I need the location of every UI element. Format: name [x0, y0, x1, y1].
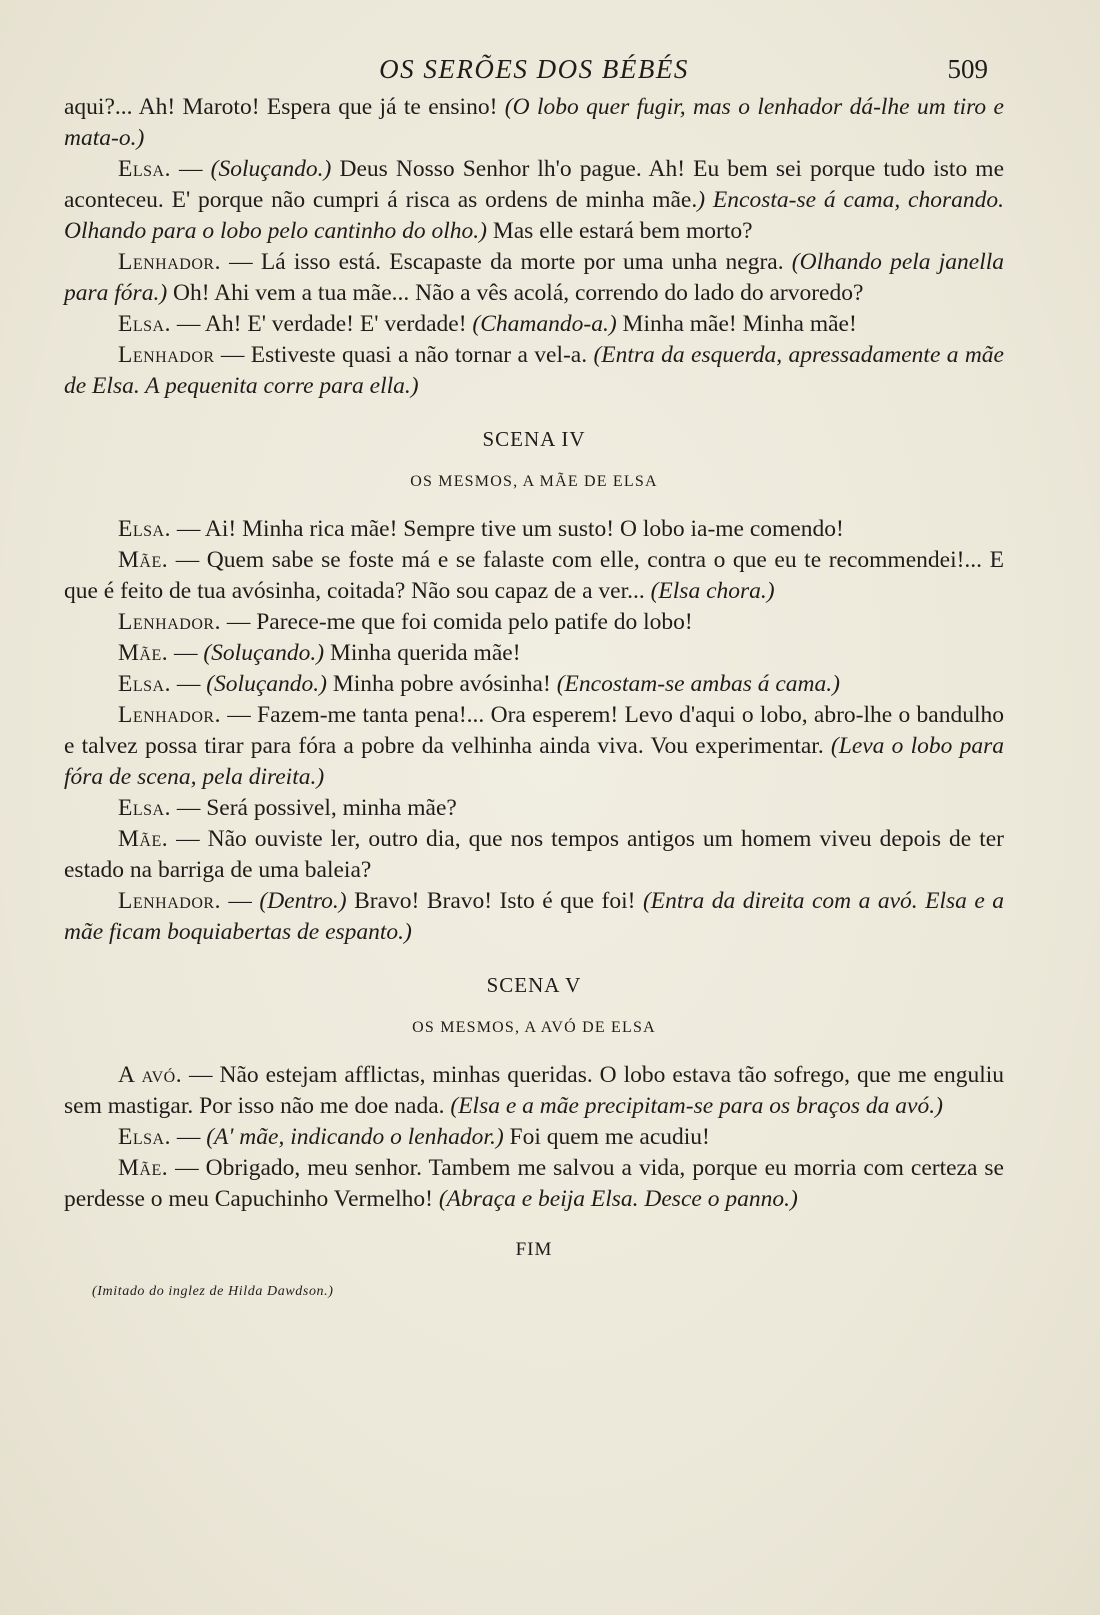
dialogue-text: — Lá isso está. Escapaste da morte por uma unha negra.: [220, 249, 792, 275]
attribution-credit: (Imitado do inglez de Hilda Dawdson.): [92, 1284, 334, 1299]
speaker-name: Lenhador.: [118, 249, 221, 275]
scene-title: SCENA IV: [482, 427, 586, 451]
speaker-name: Mãe.: [118, 826, 169, 852]
speaker-name: Mãe.: [118, 547, 169, 573]
dialogue-text: aqui?... Ah! Maroto! Espera que já te ensino!: [64, 94, 505, 120]
stage-direction: (Dentro.): [259, 888, 347, 914]
dialogue-text: Deus Nosso Senhor lh'o pague. Ah! Eu bem sei porque tudo isto me aconteceu. E' porque não cumpri á risca as ordens de minha mãe.: [64, 156, 1005, 213]
speaker-name: Mãe.: [118, 1155, 169, 1181]
stage-direction: (A' mãe, indicando o lenhador.): [206, 1124, 504, 1150]
dialogue-text: — Parece-me que foi comida pelo patife do lobo!: [220, 609, 693, 635]
stage-direction: (Olhando pela janella para fóra.): [64, 249, 1004, 306]
stage-direction: (Encostam-se ambas á cama.): [556, 671, 840, 697]
paragraph: [64, 1122, 1004, 1153]
paragraph: [64, 1060, 1004, 1122]
speaker-name: Lenhador.: [118, 888, 221, 914]
stage-direction: (Soluçando.): [203, 640, 325, 666]
dialogue-text: Minha mãe! Minha mãe!: [616, 311, 857, 337]
paragraph: [64, 824, 1004, 886]
dialogue-text: Bravo! Bravo! Isto é que foi!: [346, 888, 643, 914]
stage-direction: (Entra da esquerda, apressadamente a mãe de Elsa. A pequenita corre para ella.): [64, 342, 1004, 399]
stage-direction: (O lobo quer fugir, mas o lenhador dá-lhe um tiro e mata-o.): [64, 94, 1004, 151]
dialogue-text: Mas elle estará bem morto?: [486, 218, 753, 244]
running-header: [64, 46, 1004, 92]
paragraph: [64, 340, 1004, 402]
stage-direction: (Leva o lobo para fóra de scena, pela direita.): [64, 733, 1004, 790]
dialogue-text: — Obrigado, meu senhor. Tambem me salvou a vida, porque eu morria com certeza se perdesse o meu Capuchinho Vermelho!: [64, 1155, 1004, 1212]
scene-title: SCENA V: [486, 973, 582, 997]
dialogue-text: —: [170, 1124, 207, 1150]
dialogue-text: Oh! Ahi vem a tua mãe... Não a vês acolá, correndo do lado do arvoredo?: [167, 280, 864, 306]
stage-direction: (Elsa chora.): [650, 578, 775, 604]
paragraph: [64, 92, 1004, 154]
dialogue-text: — Ai! Minha rica mãe! Sempre tive um susto! O lobo ia-me comendo!: [170, 516, 844, 542]
dialogue-text: — Estiveste quasi a não tornar a vel-a.: [214, 342, 594, 368]
paragraph: [64, 638, 1004, 669]
speaker-name: Elsa.: [118, 311, 171, 337]
stage-direction: (Entra da direita com a avó. Elsa e a mãe ficam boquiabertas de espanto.): [64, 888, 1005, 945]
dialogue-text: — Fazem-me tanta pena!... Ora esperem! Levo d'aqui o lobo, abro-lhe o bandulho e talvez possa tirar para fóra a pobre da velhinha ainda viva. Vou experimentar.: [64, 702, 1004, 759]
dialogue-text: — Será possivel, minha mãe?: [170, 795, 457, 821]
scene-cast: OS MESMOS, A AVÓ DE ELSA: [412, 1019, 656, 1036]
header-title: OS SERÕES DOS BÉBÉS: [379, 54, 689, 84]
paragraph: [64, 514, 1004, 545]
stage-direction: (Chamando-a.): [472, 311, 617, 337]
dialogue-text: —: [220, 888, 260, 914]
dialogue-text: —: [170, 671, 207, 697]
stage-direction: (Abraça e beija Elsa. Desce o panno.): [438, 1186, 798, 1212]
page-number: 509: [947, 54, 988, 84]
dialogue-text: — Ah! E' verdade! E' verdade!: [170, 311, 473, 337]
dialogue-text: —: [168, 640, 204, 666]
speaker-name: Elsa.: [118, 516, 171, 542]
dialogue-text: — Não ouviste ler, outro dia, que nos tempos antigos um homem viveu depois de ter estado na barriga de uma baleia?: [64, 826, 1004, 883]
speaker-name: Elsa.: [118, 671, 171, 697]
end-marker: FIM: [515, 1239, 553, 1260]
paragraph: [64, 669, 1004, 700]
paragraph: [64, 309, 1004, 340]
paragraph: [64, 545, 1004, 607]
speaker-name: Lenhador: [118, 342, 215, 368]
dialogue-text: — Não estejam afflictas, minhas queridas. O lobo estava tão sofrego, que me enguliu sem mastigar. Por isso não me doe nada.: [64, 1062, 1004, 1119]
paragraph: [64, 247, 1004, 309]
stage-direction: (Soluçando.): [206, 671, 327, 697]
dialogue-text: —: [170, 156, 211, 182]
stage-direction: (Elsa e a mãe precipitam-se para os braços da avó.): [450, 1093, 943, 1119]
dialogue-text: Minha pobre avósinha!: [326, 671, 557, 697]
speaker-name: Elsa.: [118, 795, 171, 821]
speaker-name: Elsa.: [118, 1124, 171, 1150]
dialogue-text: Minha querida mãe!: [324, 640, 521, 666]
speaker-name: Lenhador.: [118, 609, 221, 635]
paragraph: [64, 886, 1004, 948]
stage-direction: (Soluçando.): [210, 156, 332, 182]
paragraph: [64, 700, 1004, 793]
dialogue-text: Foi quem me acudiu!: [503, 1124, 710, 1150]
dialogue-text: — Quem sabe se foste má e se falaste com elle, contra o que eu te recommendei!... E que é feito de tua avósinha, coitada? Não sou capaz de a ver...: [64, 547, 1004, 604]
speaker-name: Mãe.: [118, 640, 169, 666]
paragraph: [64, 154, 1004, 247]
paragraph: [64, 607, 1004, 638]
stage-direction: ) Encosta-se á cama, chorando. Olhando para o lobo pelo cantinho do olho.): [64, 187, 1004, 244]
paragraph: [64, 793, 1004, 824]
play-text: [64, 92, 1004, 1303]
speaker-name: A avó.: [118, 1062, 183, 1088]
speaker-name: Lenhador.: [118, 702, 221, 728]
speaker-name: Elsa.: [118, 156, 171, 182]
scene-cast: OS MESMOS, A MÃE DE ELSA: [410, 473, 658, 490]
paragraph: [64, 1153, 1004, 1215]
